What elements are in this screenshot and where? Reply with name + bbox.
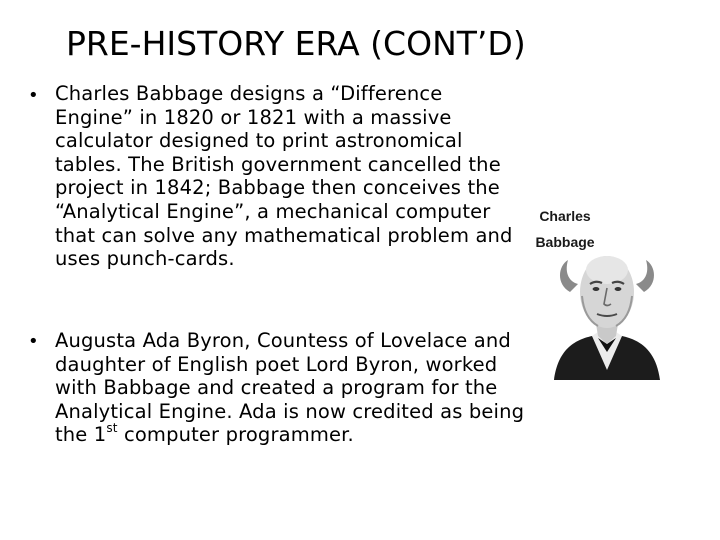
portrait-caption-line2: Babbage	[535, 234, 595, 250]
portrait-image	[548, 240, 666, 380]
bullet-marker-1: •	[28, 85, 39, 106]
portrait-caption-line1: Charles	[539, 208, 591, 224]
slide-title: PRE-HISTORY ERA (CONT’D)	[66, 24, 526, 63]
bullet-text-2	[55, 329, 525, 447]
bullet-text-2-end: computer programmer.	[117, 423, 354, 447]
bullet-text-2-main: Augusta Ada Byron, Countess of Lovelace and daughter of English poet Lord Byron, worked with Babbage and created a program for the Analytical Engine. Ada is now credited as being the 1	[55, 329, 525, 447]
bullet-text-2-superscript: st	[106, 420, 118, 435]
bullet-text-1: Charles Babbage designs a “Difference Engine” in 1820 or 1821 with a massive calculator designed to print astronomical tables. The British government cancelled the project in 1842; Babbage then conceives the “Analytical Engine”, a mechanical computer that can solve any mathematical problem and uses punch-cards.	[55, 82, 513, 271]
bullet-marker-2: •	[28, 331, 39, 352]
